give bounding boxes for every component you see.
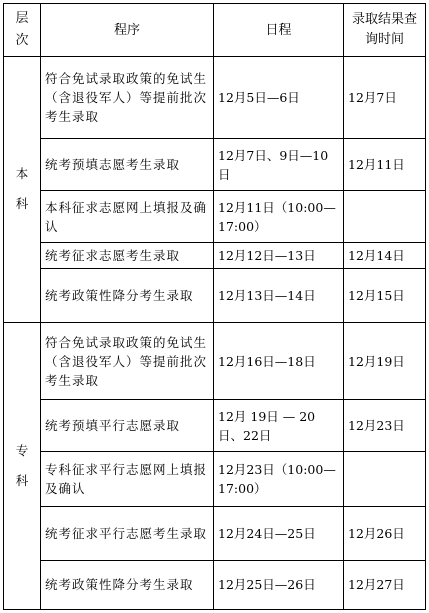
header-schedule: 日程 [214,4,344,57]
program-cell: 符合免试录取政策的免试生（含退役军人）等提前批次考生录取 [41,322,214,399]
header-level: 层次 [4,4,41,57]
result-time-cell [344,452,426,506]
table-row [4,57,426,139]
schedule-cell: 12月16日—18日 [214,322,344,399]
program-cell: 统考政策性降分考生录取 [41,268,214,322]
table-row [4,506,426,560]
admission-schedule-table [3,3,426,610]
table-row [4,242,426,268]
schedule-cell: 12月7日、9日—10日 [214,139,344,191]
schedule-cell: 12月13日—14日 [214,268,344,322]
result-time-cell: 12月23日 [344,400,426,452]
result-time-cell: 12月14日 [344,242,426,268]
header-row [4,4,426,57]
table-row [4,452,426,506]
header-program: 程序 [41,4,214,57]
result-time-cell: 12月7日 [344,57,426,139]
schedule-cell: 12月23日（10:00—17:00） [214,452,344,506]
schedule-cell: 12月25日—26日 [214,560,344,609]
program-cell: 统考预填平行志愿录取 [41,400,214,452]
result-time-cell: 12月15日 [344,268,426,322]
schedule-cell: 12月5日—6日 [214,57,344,139]
program-cell: 本科征求志愿网上填报及确认 [41,191,214,242]
program-cell: 统考征求志愿考生录取 [41,242,214,268]
program-cell: 统考预填志愿考生录取 [41,139,214,191]
result-time-cell [344,191,426,242]
table-row [4,139,426,191]
table-row [4,400,426,452]
program-cell: 符合免试录取政策的免试生（含退役军人）等提前批次考生录取 [41,57,214,139]
header-result-time: 录取结果查询时间 [344,4,426,57]
schedule-cell: 12月24日—25日 [214,506,344,560]
table-row [4,268,426,322]
category-undergraduate: 本科 [4,57,41,323]
schedule-cell: 12月11日（10:00—17:00） [214,191,344,242]
result-time-cell: 12月19日 [344,322,426,399]
schedule-cell: 12月 19日 — 20日、22日 [214,400,344,452]
program-cell: 专科征求平行志愿网上填报及确认 [41,452,214,506]
category-junior-college: 专科 [4,322,41,609]
result-time-cell: 12月26日 [344,506,426,560]
result-time-cell: 12月11日 [344,139,426,191]
program-cell: 统考征求平行志愿考生录取 [41,506,214,560]
table-row [4,191,426,242]
schedule-cell: 12月12日—13日 [214,242,344,268]
program-cell: 统考政策性降分考生录取 [41,560,214,609]
table-row [4,560,426,609]
result-time-cell: 12月27日 [344,560,426,609]
table-row [4,322,426,399]
